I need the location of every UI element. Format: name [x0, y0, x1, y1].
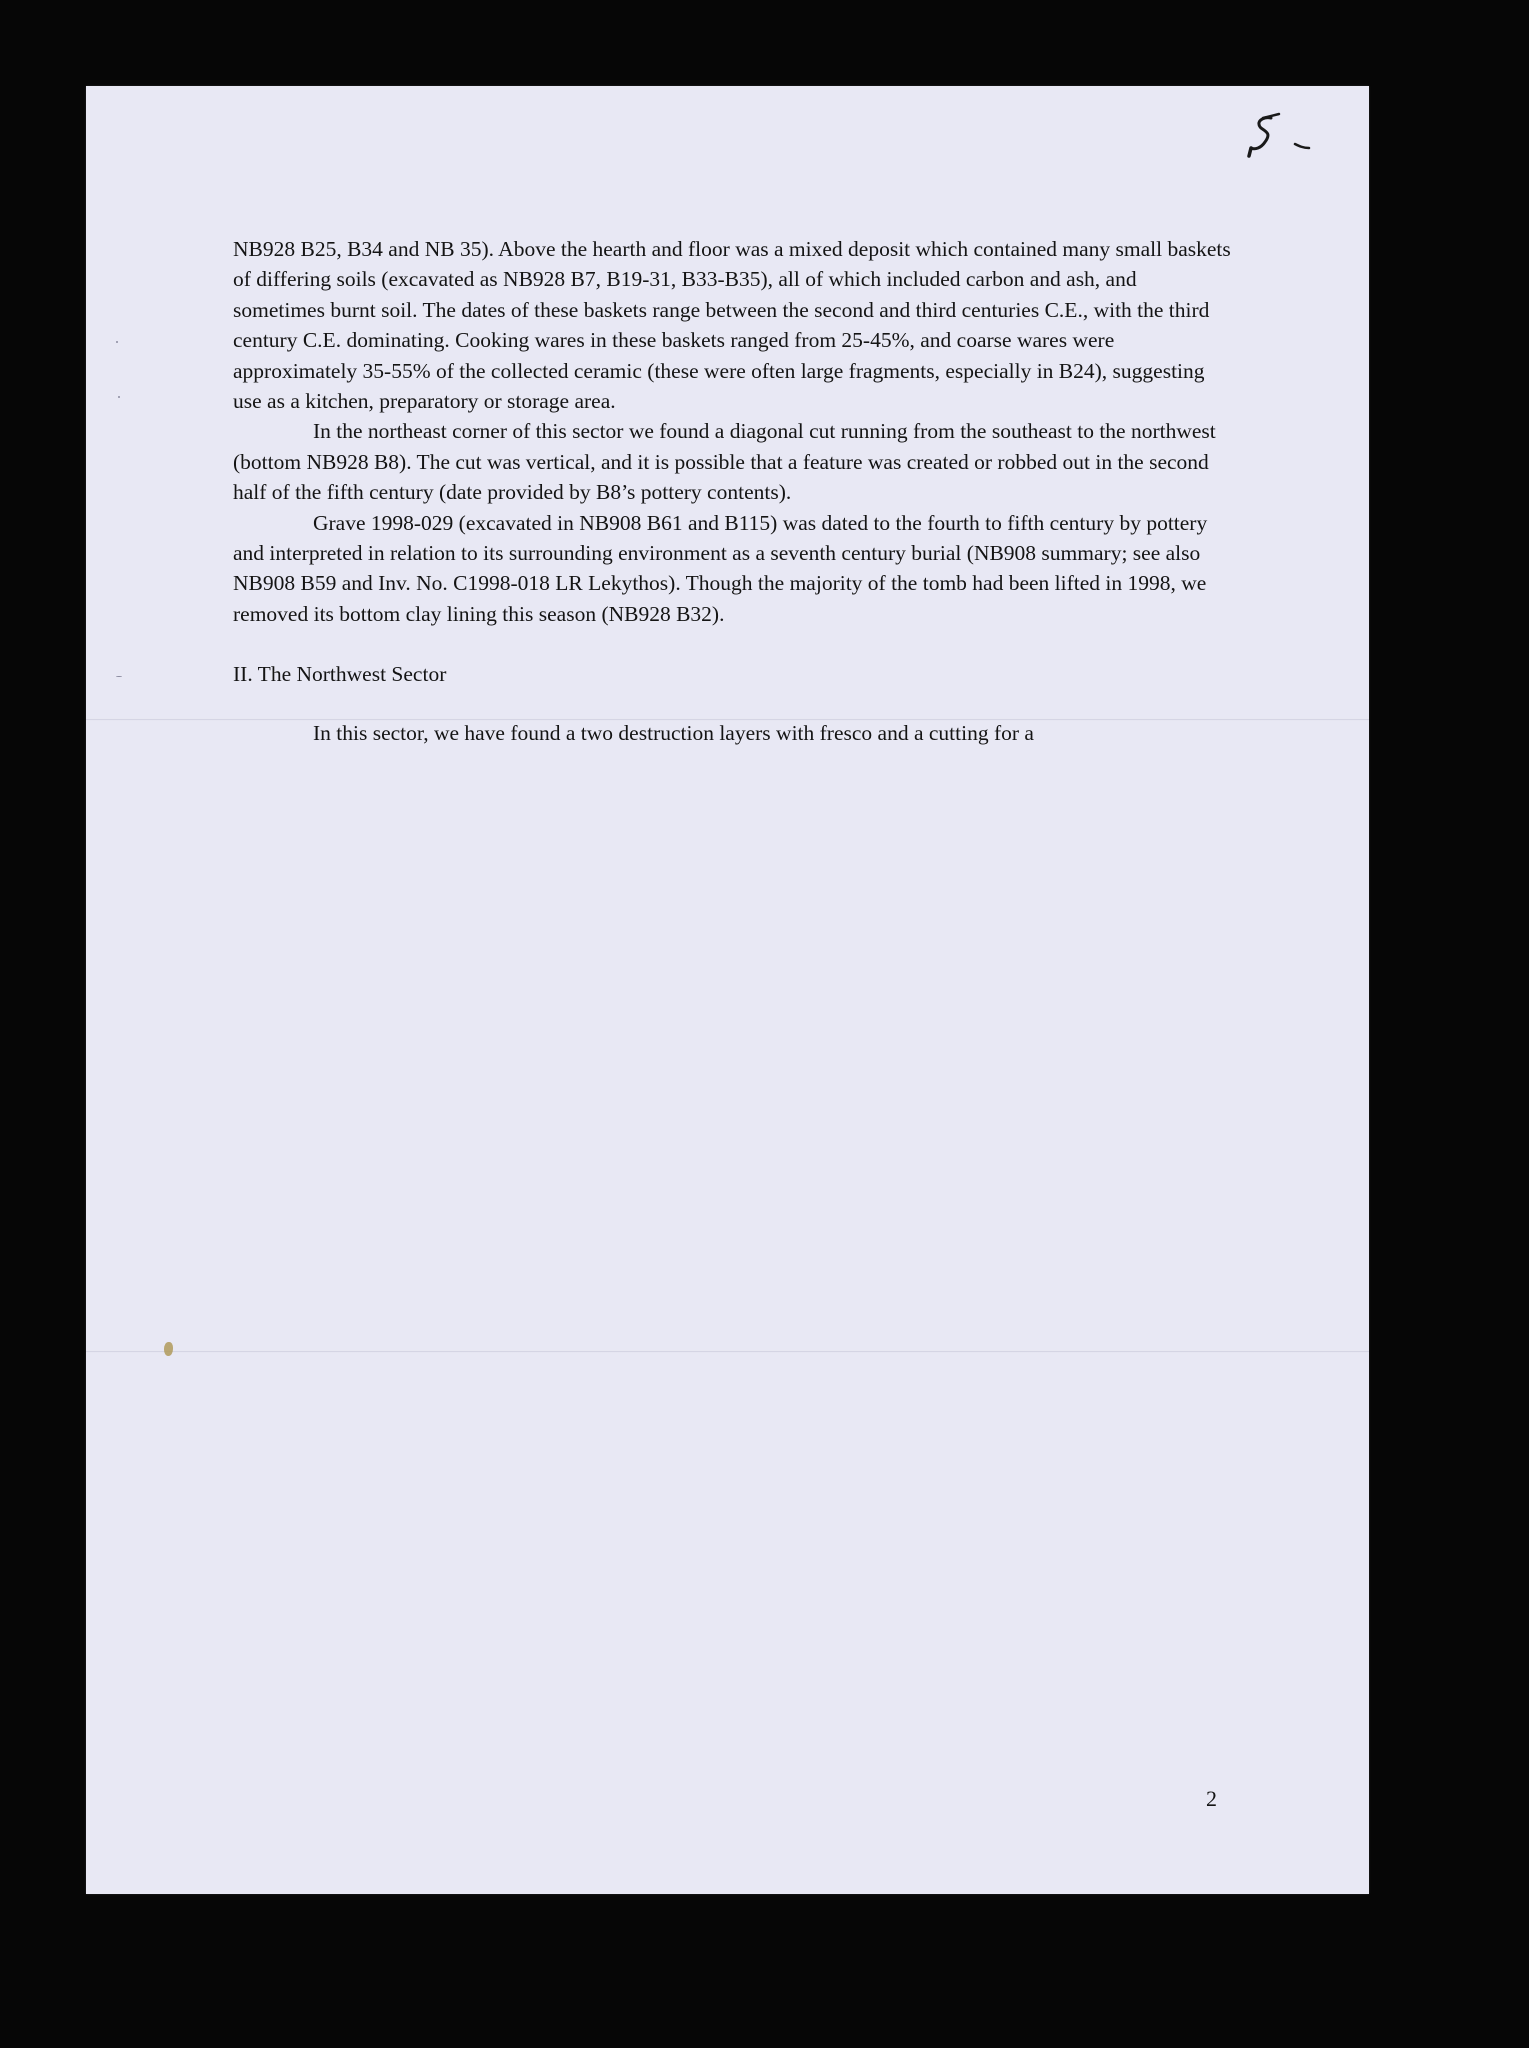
- section-heading: II. The Northwest Sector: [233, 662, 447, 687]
- body-paragraph: In the northeast corner of this sector we found a diagonal cut running from the southeast to the northwest (bottom NB928 B8). The cut was vertical, and it is possible that a feature was created or robbed out in the second half of the fifth century (date provided by B8’s pottery contents).: [233, 419, 1216, 505]
- paper-speck: [118, 396, 120, 398]
- body-paragraph: Grave 1998-029 (excavated in NB908 B61 and B115) was dated to the fourth to fifth century by pottery and interpreted in relation to its surrounding environment as a seventh century burial (NB908 summary; see also NB908 B59 and Inv. No. C1998-018 LR Lekythos). Though the majority of the tomb had been lifted in 1998, we removed its bottom clay lining this season (NB928 B32).: [233, 510, 1208, 626]
- paper-stain: [164, 1342, 173, 1356]
- handwritten-page-mark: [1241, 104, 1331, 174]
- body-paragraph: In this sector, we have found a two destruction layers with fresco and a cutting for a: [313, 720, 1034, 745]
- document-body: [233, 234, 1233, 748]
- paper-speck: [116, 676, 122, 677]
- paper-speck: [116, 341, 118, 343]
- body-paragraph: NB928 B25, B34 and NB 35). Above the hearth and floor was a mixed deposit which contained many small baskets of differing soils (excavated as NB928 B7, B19-31, B33-B35), all of which included carbon and ash, and sometimes burnt soil. The dates of these baskets range between the second and third centuries C.E., with the third century C.E. dominating. Cooking wares in these baskets ranged from 25-45%, and coarse wares were approximately 35-55% of the collected ceramic (these were often large fragments, especially in B24), suggesting use as a kitchen, preparatory or storage area.: [233, 237, 1231, 414]
- page-number: 2: [1206, 1786, 1217, 1811]
- paper-sheet: [86, 86, 1369, 1894]
- fold-crease-lower: [86, 1350, 1369, 1353]
